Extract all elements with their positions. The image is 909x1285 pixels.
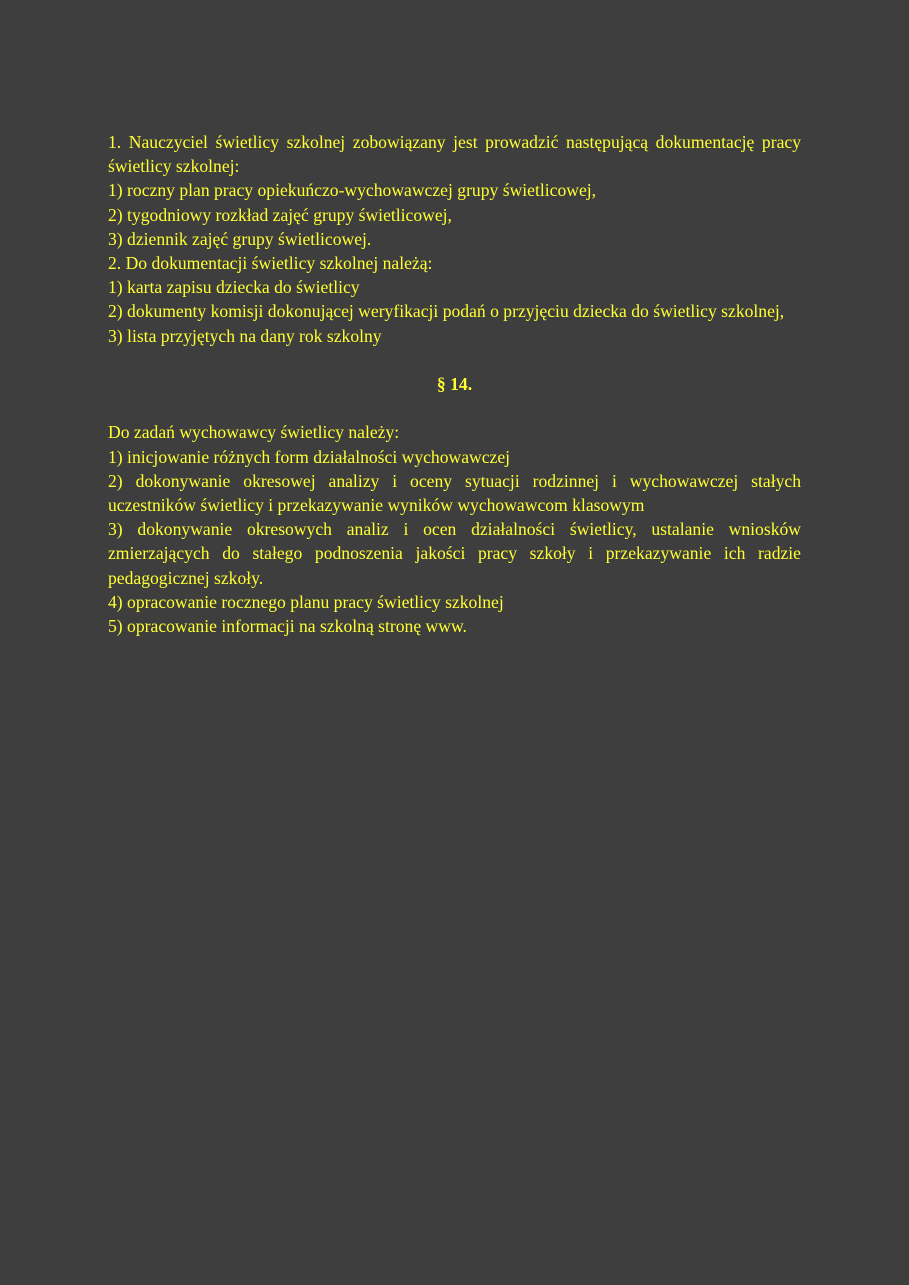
document-page xyxy=(108,130,801,638)
list-item: 2) dokumenty komisji dokonującej weryfikacji podań o przyjęciu dziecka do świetlicy szkolnej, xyxy=(108,301,785,322)
list-item: 3) dziennik zajęć grupy świetlicowej. xyxy=(108,228,372,249)
list-item: 1) roczny plan pracy opiekuńczo-wychowawczej grupy świetlicowej, xyxy=(108,180,597,201)
list-item: 1) karta zapisu dziecka do świetlicy xyxy=(108,277,360,298)
list-item: 2) dokonywanie okresowej analizy i oceny sytuacji rodzinnej i wychowawczej stałych uczestników świetlicy i przekazywanie wyników wychowawcom klasowym xyxy=(108,470,801,516)
list-item: 3) lista przyjętych na dany rok szkolny xyxy=(108,325,382,346)
spacer xyxy=(108,348,801,372)
list-item: 3) dokonywanie okresowych analiz i ocen działalności świetlicy, ustalanie wniosków zmierzających do stałego podnoszenia jakości pracy szkoły i przekazywanie ich radzie pedagogicznej szkoły. xyxy=(108,519,801,588)
paragraph-1: 1. Nauczyciel świetlicy szkolnej zobowiązany jest prowadzić następującą dokumentację pracy świetlicy szkolnej: xyxy=(108,132,801,177)
list-item: 1) inicjowanie różnych form działalności wychowawczej xyxy=(108,446,511,467)
section-intro: Do zadań wychowawcy świetlicy należy: xyxy=(108,422,400,443)
list-item: 4) opracowanie rocznego planu pracy świetlicy szkolnej xyxy=(108,591,504,612)
paragraph-2: 2. Do dokumentacji świetlicy szkolnej należą: xyxy=(108,253,433,274)
list-item: 5) opracowanie informacji na szkolną stronę www. xyxy=(108,616,467,637)
section-heading: § 14. xyxy=(436,374,473,395)
spacer xyxy=(108,396,801,420)
list-item: 2) tygodniowy rozkład zajęć grupy świetlicowej, xyxy=(108,204,452,225)
